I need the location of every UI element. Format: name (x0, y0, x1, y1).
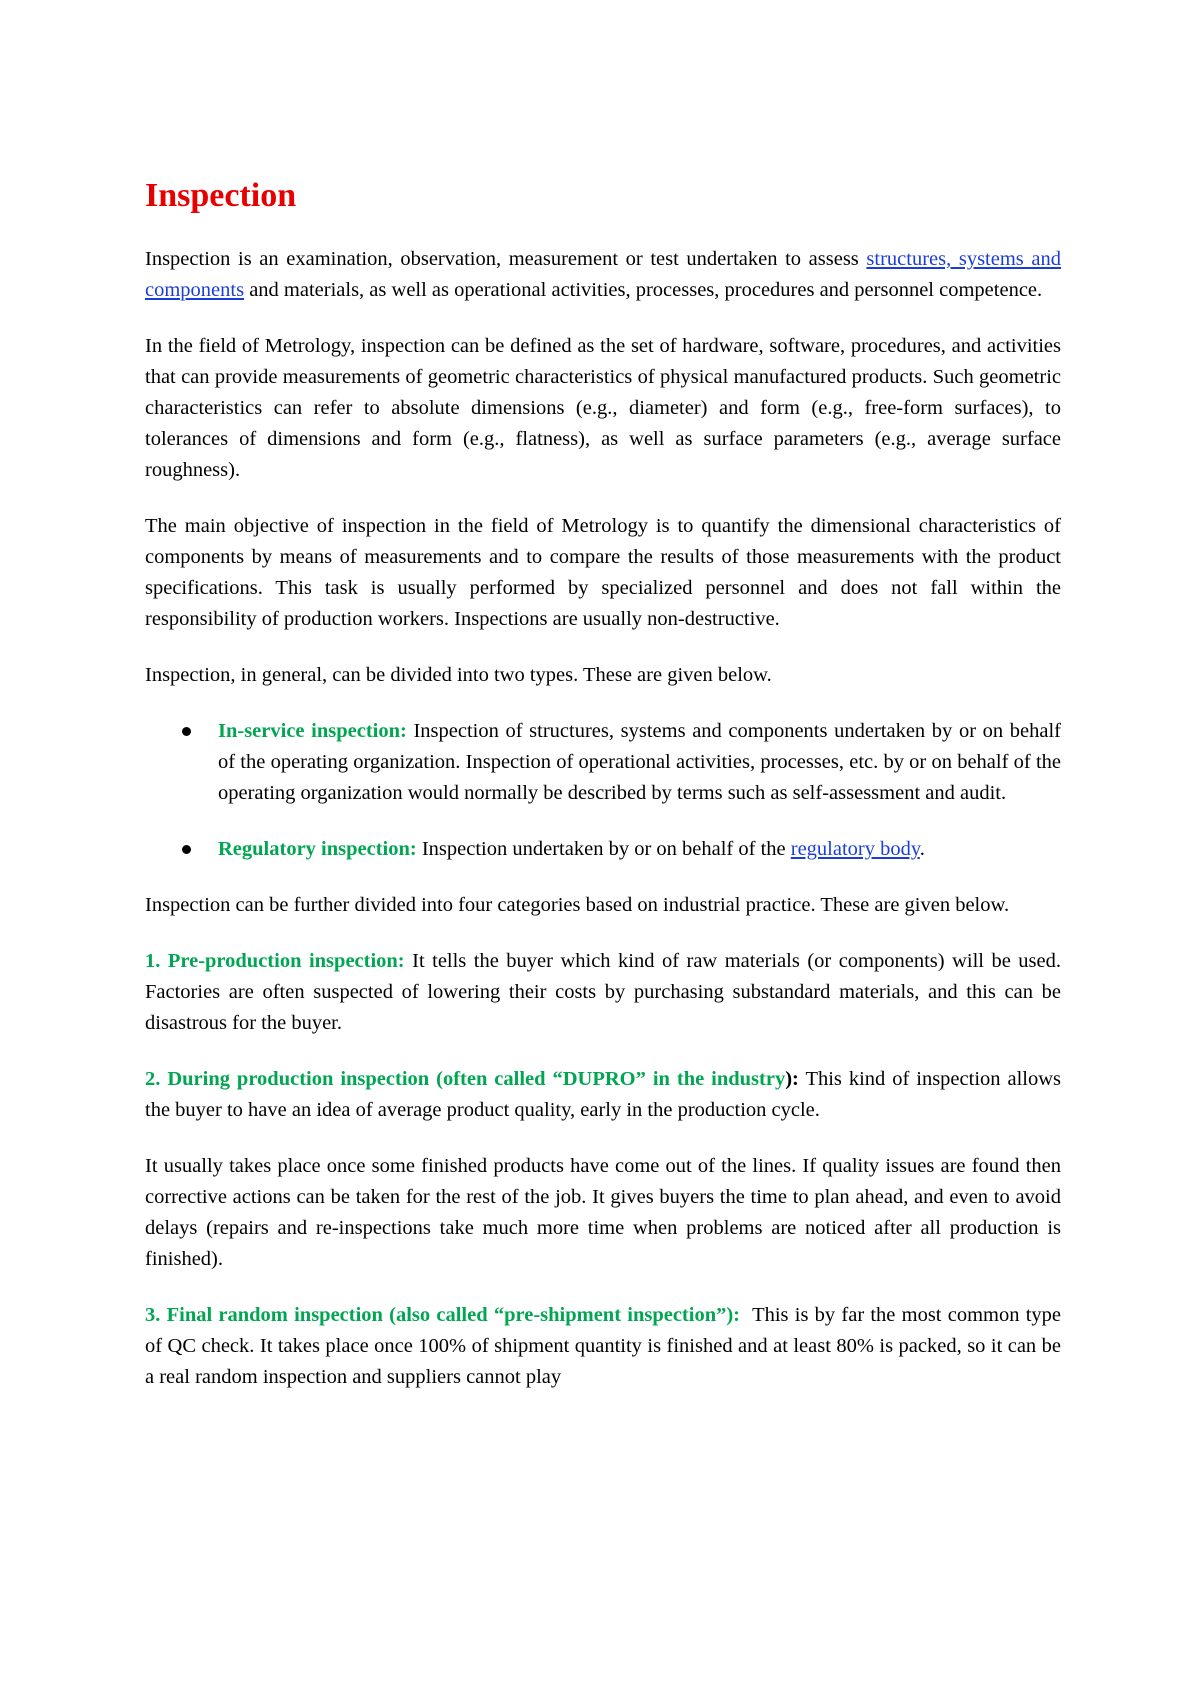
structures-systems-components-link[interactable]: structures, systems and components (145, 248, 1061, 301)
final-random-label: 3. Final random inspection (also called “pre-shipment inspection”): (145, 1304, 741, 1326)
regulatory-text-after: . (919, 838, 925, 860)
metrology-definition-paragraph: In the field of Metrology, inspection can be defined as the set of hardware, software, procedures, and activities that can provide measurements of geometric characteristics of physical manufactured products. Such geometric characteristics can refer to absolute dimensions (e.g., diameter) and form (e.g., free-form surfaces), to tolerances of dimensions and form (e.g., flatness), as well as surface parameters (e.g., average surface roughness). (145, 335, 1061, 481)
during-production-text: This kind of inspection allows the buyer to have an idea of average product quality, early in the production cycle. (145, 1068, 1061, 1121)
bullet-icon (182, 727, 191, 736)
pre-production-label: 1. Pre-production inspection: (145, 950, 405, 972)
regulatory-text-before: Inspection undertaken by or on behalf of the (416, 838, 791, 860)
intro-text-after: and materials, as well as operational activities, processes, procedures and personnel competence. (244, 279, 1043, 301)
during-production-note-paragraph: It usually takes place once some finished products have come out of the lines. If quality issues are found then corrective actions can be taken for the rest of the job. It gives buyers the time to plan ahead, and even to avoid delays (repairs and re-inspections take much more time when problems are noticed after all production is finished). (145, 1155, 1061, 1270)
bullet-icon (182, 845, 191, 854)
document-page (145, 0, 1067, 1418)
inspection-types-list (145, 716, 1061, 865)
regulatory-body-link[interactable]: regulatory body (790, 838, 920, 860)
during-production-label-suffix: ): (785, 1068, 799, 1090)
category-during-production (145, 1064, 1061, 1126)
list-item-in-service (145, 716, 1061, 809)
intro-paragraph (145, 244, 1061, 306)
pre-production-text: It tells the buyer which kind of raw materials (or components) will be used. Factories are often suspected of lowering their costs by purchasing substandard materials, and this can be disastrous for the buyer. (145, 950, 1061, 1034)
regulatory-label: Regulatory inspection: (218, 838, 417, 860)
list-item-regulatory (145, 834, 1061, 865)
in-service-label: In-service inspection: (218, 720, 407, 742)
page-title: Inspection (145, 177, 297, 214)
objective-paragraph: The main objective of inspection in the field of Metrology is to quantify the dimensional characteristics of components by means of measurements and to compare the results of those measurements with the product specifications. This task is usually performed by specialized personnel and does not fall within the responsibility of production workers. Inspections are usually non-destructive. (145, 515, 1061, 630)
in-service-text: Inspection of structures, systems and components undertaken by or on behalf of the operating organization. Inspection of operational activities, processes, etc. by or on behalf of the operating organization would normally be described by terms such as self-assessment and audit. (218, 720, 1061, 804)
during-production-label: 2. During production inspection (often called “DUPRO” in the industry (145, 1068, 786, 1090)
intro-text-before: Inspection is an examination, observation, measurement or test undertaken to assess (145, 248, 867, 270)
final-random-text: This is by far the most common type of QC check. It takes place once 100% of shipment quantity is finished and at least 80% is packed, so it can be a real random inspection and suppliers cannot play (145, 1304, 1067, 1388)
categories-intro-paragraph: Inspection can be further divided into four categories based on industrial practice. These are given below. (145, 894, 1010, 916)
types-intro-paragraph: Inspection, in general, can be divided into two types. These are given below. (145, 664, 772, 686)
category-final-random (145, 1300, 1067, 1393)
category-pre-production (145, 946, 1061, 1039)
